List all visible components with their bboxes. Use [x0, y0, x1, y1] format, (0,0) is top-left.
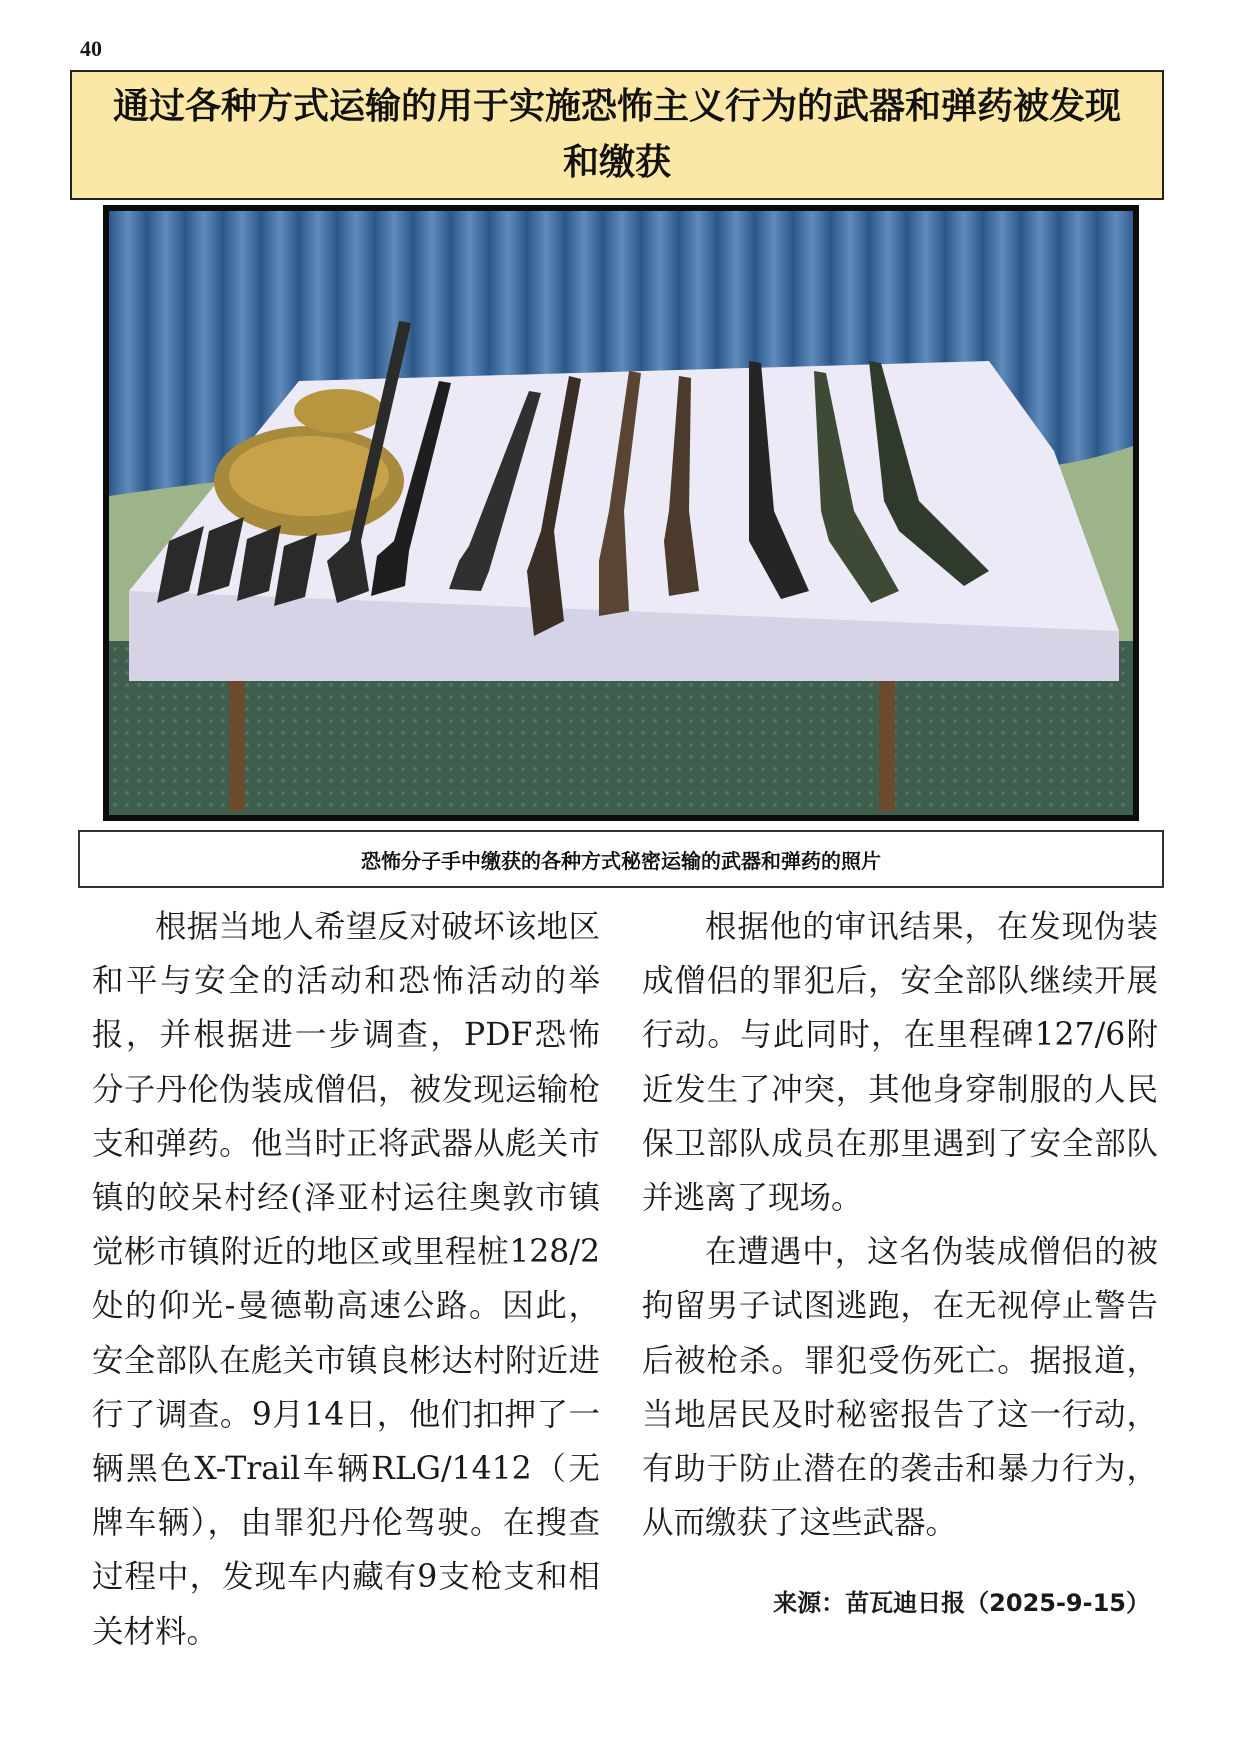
- seized-weapons-photo: [103, 205, 1139, 821]
- photo-caption-box: [78, 830, 1164, 888]
- source-citation: 来源：苗瓦迪日报（2025-9-15）: [773, 1589, 1150, 1617]
- table-leg: [229, 681, 245, 811]
- article-right-column: [642, 900, 1158, 1550]
- title-banner: [70, 70, 1164, 200]
- paragraph: 根据当地人希望反对破坏该地区和平与安全的活动和恐怖活动的举报，并根据进一步调查，PDF恐怖分子丹伦伪装成僧侣，被发现运输枪支和弹药。他当时正将武器从彪关市镇的皎呆村经(泽亚村运往奥敦市镇觉彬市镇附近的地区或里程桩128/2处的仰光-曼德勒高速公路。因此，安全部队在彪关市镇良彬达村附近进行了调查。9月14日，他们扣押了一辆黑色X-Trail车辆RLG/1412（无牌车辆），由罪犯丹伦驾驶。在搜查过程中，发现车内藏有9支枪支和相关材料。: [92, 909, 600, 1650]
- article-left-column: [92, 900, 600, 1659]
- paragraph: 在遭遇中，这名伪装成僧侣的被拘留男子试图逃跑，在无视停止警告后被枪杀。罪犯受伤死亡。据报道，当地居民及时秘密报告了这一行动，有助于防止潜在的袭击和暴力行为，从而缴获了这些武器。: [642, 1234, 1158, 1542]
- table-leg: [879, 681, 895, 811]
- article-title: 通过各种方式运输的用于实施恐怖主义行为的武器和弹药被发现和缴获: [112, 86, 1121, 183]
- page-number: 40: [80, 36, 102, 61]
- paragraph: 根据他的审讯结果，在发现伪装成僧侣的罪犯后，安全部队继续开展行动。与此同时，在里程碑127/6附近发生了冲突，其他身穿制服的人民保卫部队成员在那里遇到了安全部队并逃离了现场。: [642, 909, 1158, 1217]
- photo-caption: 恐怖分子手中缴获的各种方式秘密运输的武器和弹药的照片: [361, 848, 881, 873]
- photo-illustration: [109, 211, 1133, 815]
